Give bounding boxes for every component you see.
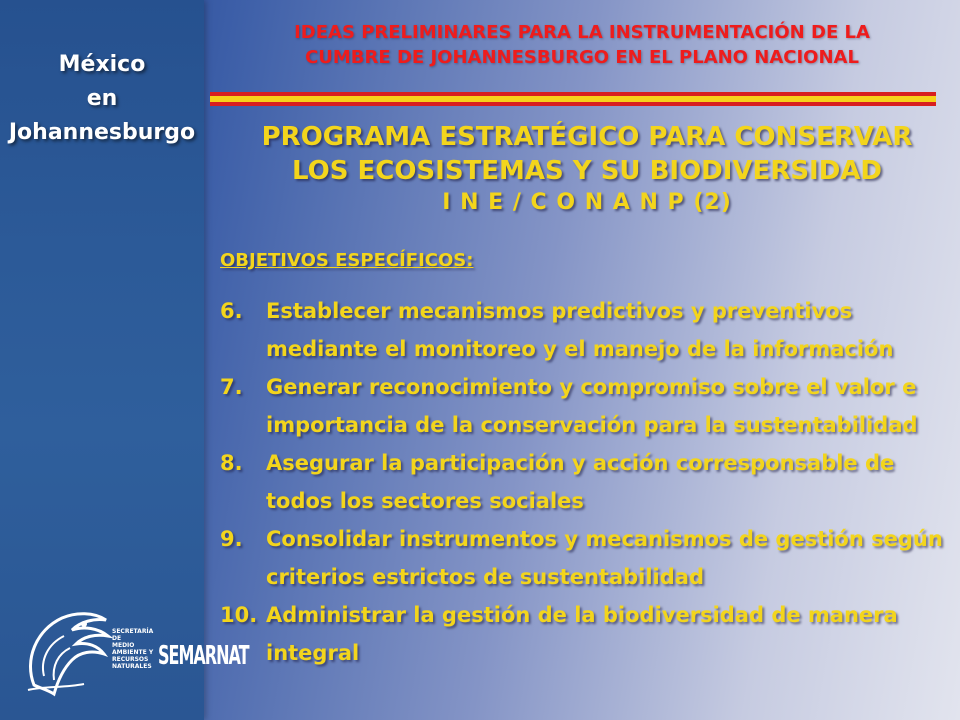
agency-brand-logo: SEMARNAT — [158, 640, 249, 671]
list-item-number: 6. — [220, 299, 243, 323]
list-item-text: Administrar la gestión de la biodiversidad de manera integral — [266, 603, 898, 665]
list-item-text: Generar reconocimiento y compromiso sobre el valor e importancia de la conservación para la sustentabilidad — [266, 375, 918, 437]
list-item — [220, 368, 950, 444]
agency-line: RECURSOS NATURALES — [112, 656, 152, 670]
list-item-number: 7. — [220, 375, 243, 399]
divider-red-stripe — [210, 102, 936, 106]
program-title-line1: PROGRAMA ESTRATÉGICO PARA CONSERVAR — [261, 122, 913, 152]
objectives-list — [220, 292, 950, 672]
list-item — [220, 596, 950, 672]
header-line1: IDEAS PRELIMINARES PARA LA INSTRUMENTACIÓN DE LA — [294, 22, 870, 43]
program-title-line2: LOS ECOSISTEMAS Y SU BIODIVERSIDAD — [291, 156, 883, 186]
list-item — [220, 520, 950, 596]
list-item-text: Asegurar la participación y acción corresponsable de todos los sectores sociales — [266, 451, 895, 513]
objectives-heading: OBJETIVOS ESPECÍFICOS: — [220, 250, 474, 271]
sidebar-title-line2: en Johannesburgo — [8, 86, 196, 145]
list-item-number: 8. — [220, 451, 243, 475]
sidebar-title-line1: México — [58, 52, 146, 77]
list-item-number: 9. — [220, 527, 243, 551]
header-line2: CUMBRE DE JOHANNESBURGO EN EL PLANO NACIONAL — [305, 47, 859, 68]
agency-line: SECRETARÍA DE — [112, 628, 154, 642]
list-item — [220, 292, 950, 368]
program-title — [214, 120, 960, 218]
sidebar-title — [0, 48, 204, 150]
eagle-emblem-icon — [14, 590, 124, 702]
slide-header — [214, 20, 950, 70]
agency-name — [112, 628, 158, 670]
list-item-number: 10. — [220, 603, 258, 627]
header-divider — [210, 92, 936, 106]
list-item-text: Consolidar instrumentos y mecanismos de gestión según criterios estrictos de sustentabilidad — [266, 527, 943, 589]
list-item — [220, 444, 950, 520]
list-item-text: Establecer mecanismos predictivos y preventivos mediante el monitoreo y el manejo de la información — [266, 299, 894, 361]
agency-line: MEDIO AMBIENTE Y — [112, 642, 154, 656]
program-title-line3: I N E / C O N A N P (2) — [442, 190, 732, 215]
